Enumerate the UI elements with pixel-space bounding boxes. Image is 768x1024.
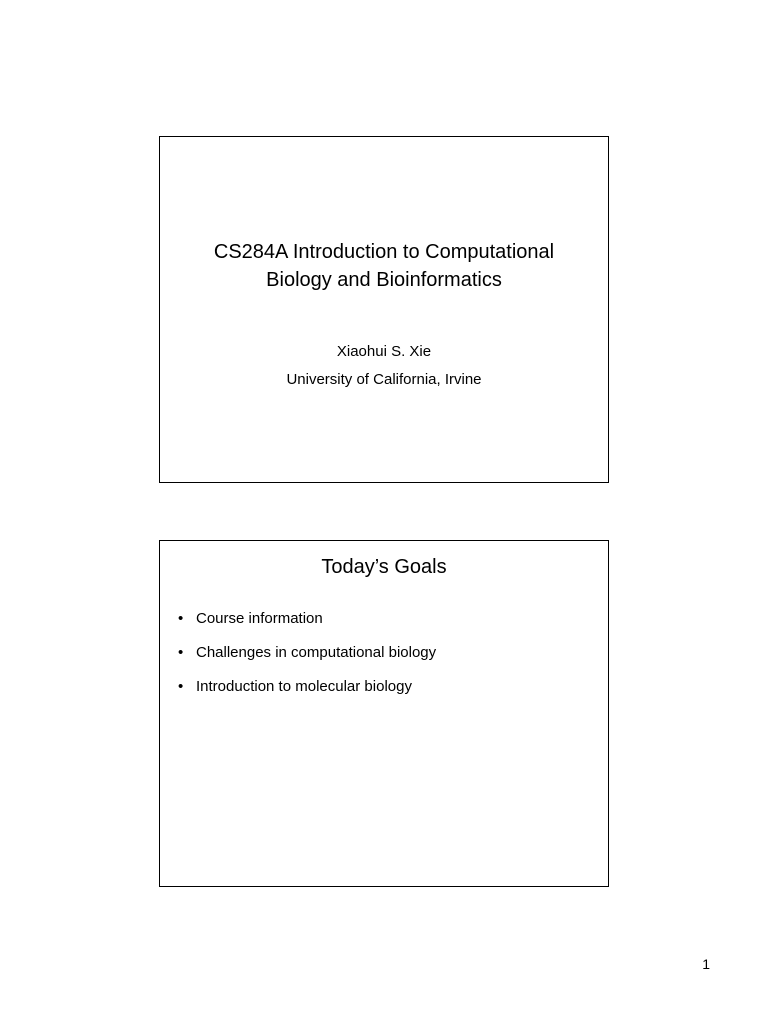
bullet-icon: • xyxy=(178,644,184,661)
bullet-icon: • xyxy=(178,610,184,627)
bullet-text: Course information xyxy=(196,610,323,627)
title-slide xyxy=(159,136,609,483)
goals-slide xyxy=(159,540,609,887)
author-name: Xiaohui S. Xie xyxy=(336,343,432,360)
slide-title xyxy=(160,238,608,294)
title-line: Biology and Bioinformatics xyxy=(266,269,502,291)
slide-title: Today’s Goals xyxy=(321,556,447,578)
author-info xyxy=(160,338,608,394)
list-item xyxy=(177,643,436,663)
list-item xyxy=(177,609,436,629)
bullet-text: Introduction to molecular biology xyxy=(196,678,412,695)
title-line: CS284A Introduction to Computational xyxy=(213,241,555,263)
page-number: 1 xyxy=(702,956,710,972)
bullet-list xyxy=(177,609,436,711)
bullet-icon: • xyxy=(178,678,184,695)
list-item xyxy=(177,677,436,697)
bullet-text: Challenges in computational biology xyxy=(196,644,437,661)
author-affiliation: University of California, Irvine xyxy=(286,371,482,388)
